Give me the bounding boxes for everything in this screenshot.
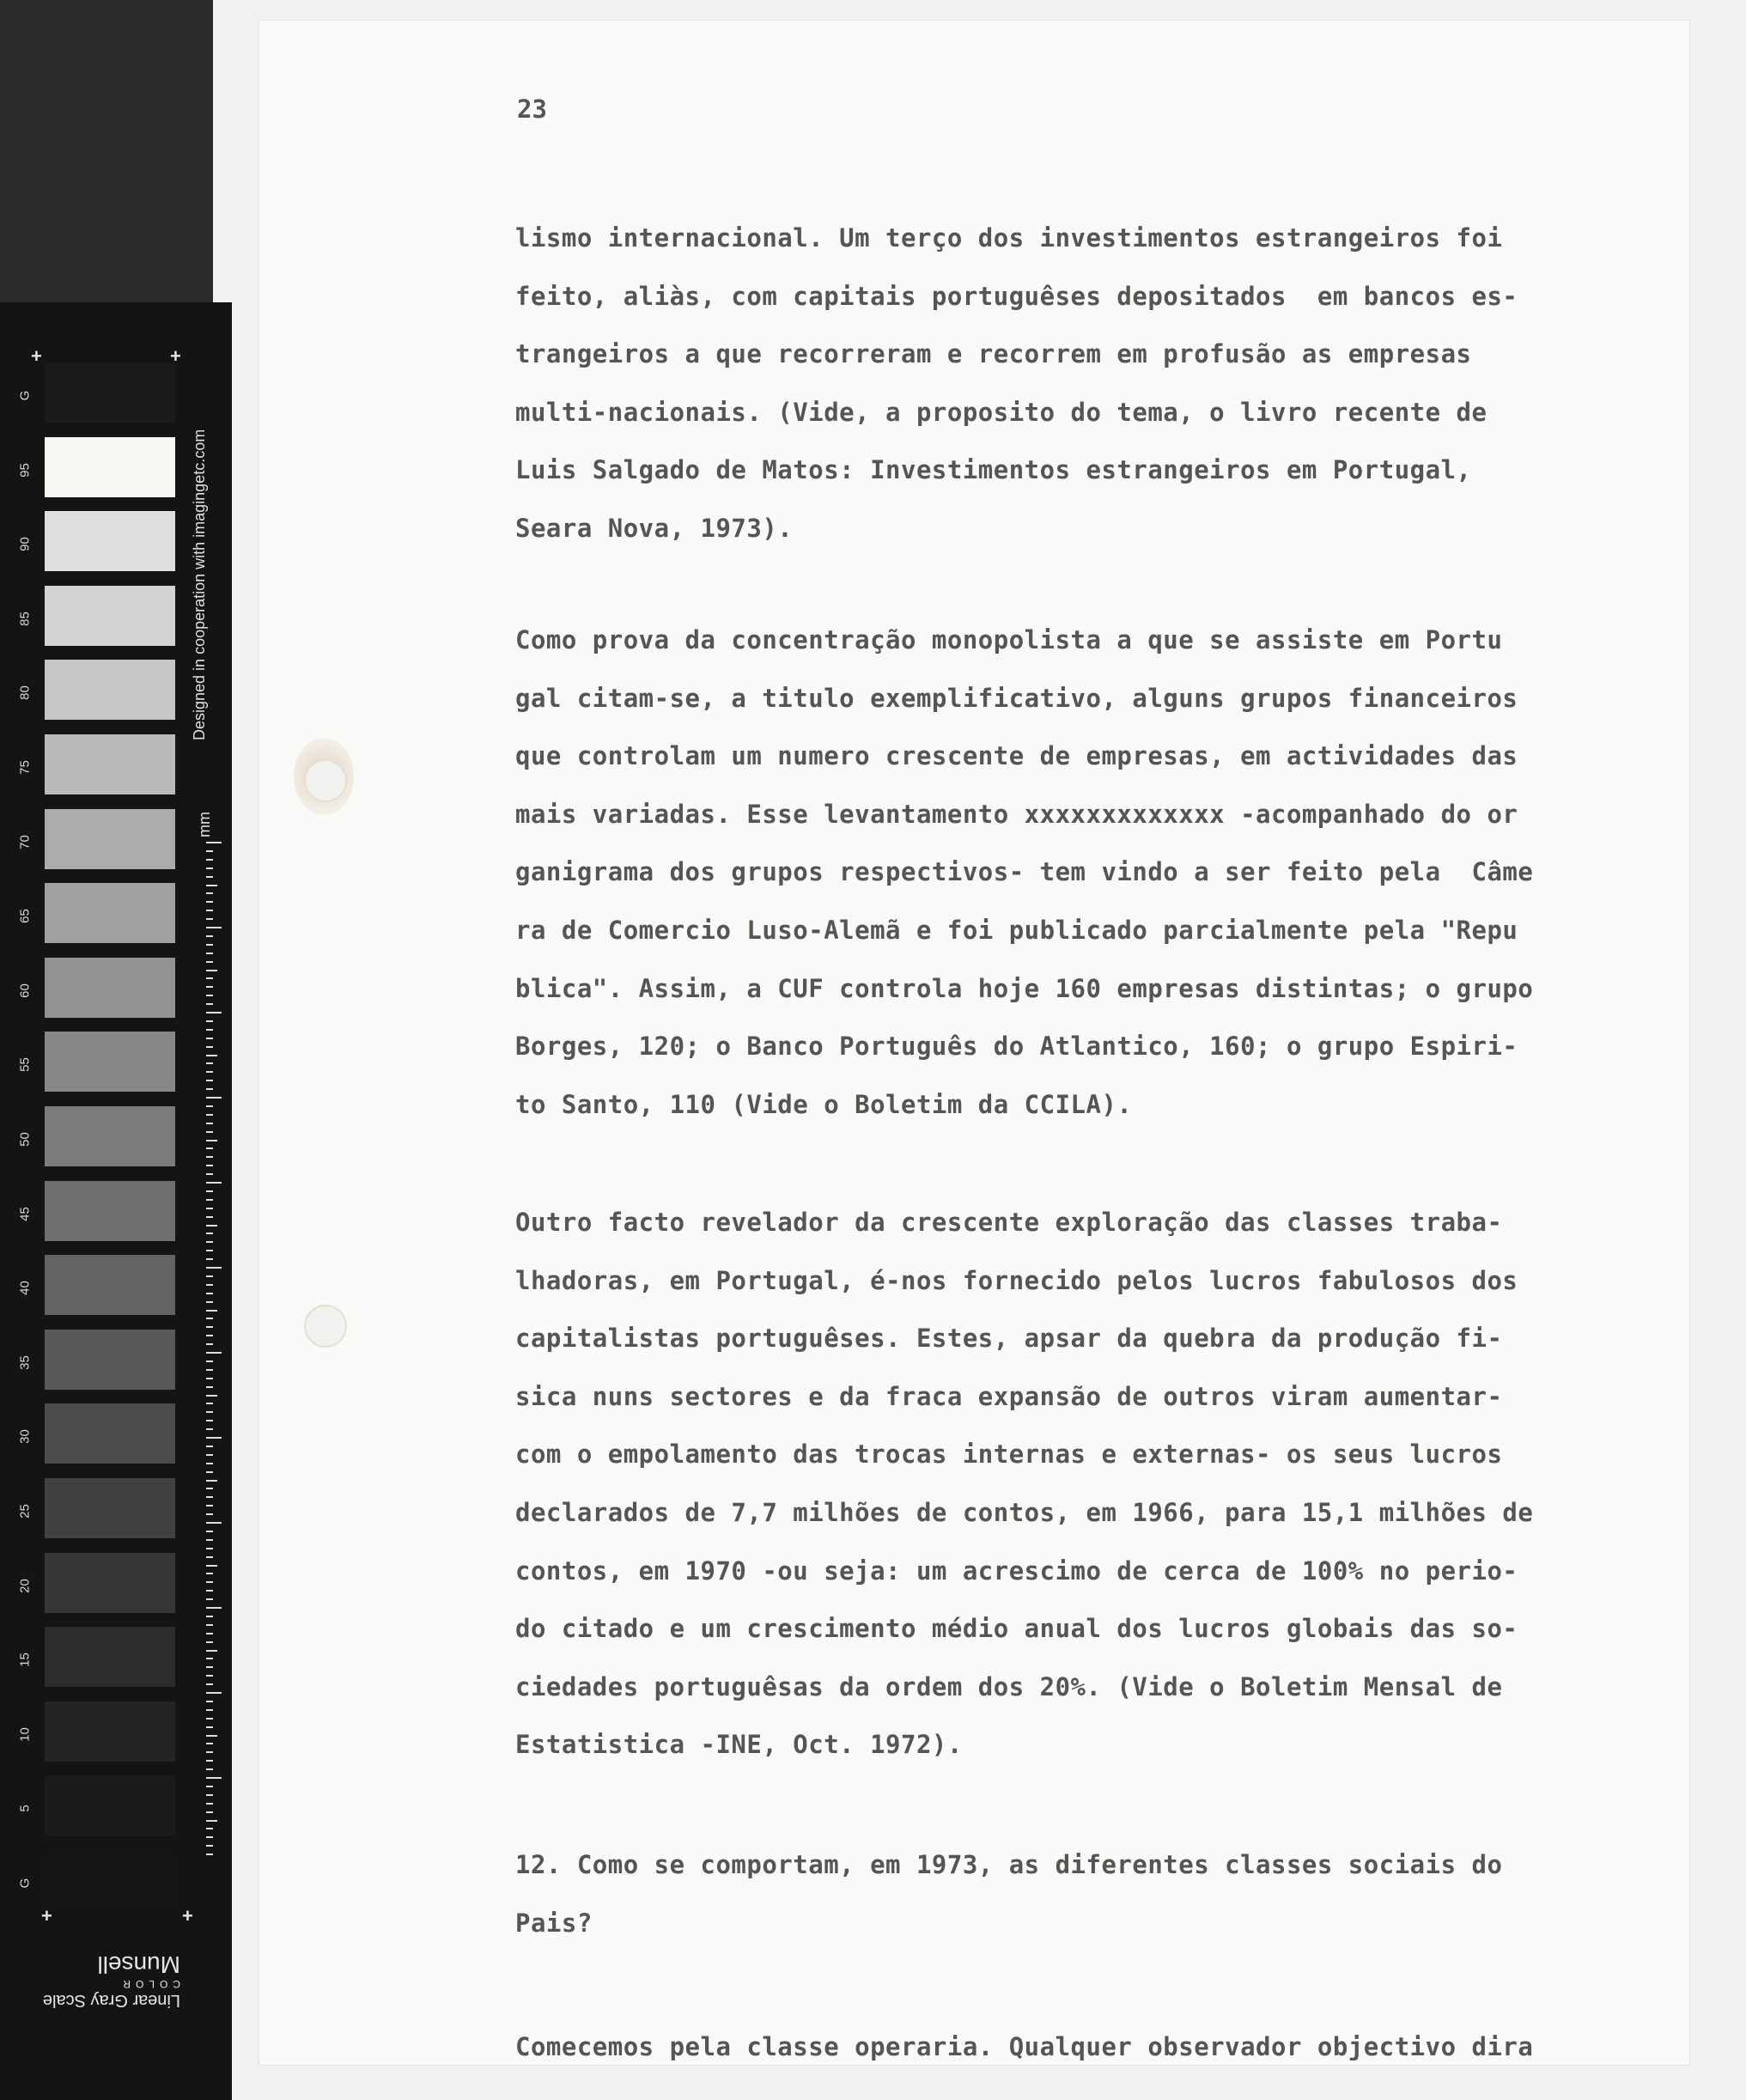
ruler-tick <box>206 885 217 886</box>
scale-mark: 10 <box>17 1726 33 1742</box>
scale-mark: 5 <box>17 1805 33 1813</box>
text-line: Estatistica -INE, Oct. 1972). <box>515 1730 963 1760</box>
text-line: 12. Como se comportam, em 1973, as diferentes classes sociais do <box>515 1850 1503 1879</box>
ruler-tick <box>206 1208 213 1209</box>
text-line: Comecemos pela classe operaria. Qualquer observador objectivo dira <box>515 2032 1534 2061</box>
ruler-tick <box>206 1293 213 1294</box>
text-line: Luis Salgado de Matos: Investimentos estrangeiros em Portugal, <box>515 455 1472 485</box>
ruler-tick <box>206 970 217 971</box>
ruler-tick <box>206 1624 213 1626</box>
registration-mark: + <box>41 1905 52 1927</box>
ruler-tick <box>206 1701 213 1702</box>
ruler-tick <box>206 1573 213 1574</box>
gray-patch <box>45 883 175 943</box>
ruler-tick <box>206 1080 213 1081</box>
ruler-tick <box>206 1828 213 1829</box>
ruler-tick <box>206 859 213 861</box>
ruler-tick <box>206 1284 213 1286</box>
ruler-tick <box>206 1616 213 1617</box>
ruler-tick <box>206 977 213 979</box>
ruler-tick <box>206 1428 213 1430</box>
ruler-tick <box>206 1029 213 1031</box>
ruler-tick <box>206 1735 217 1737</box>
ruler-tick <box>206 1463 213 1464</box>
text-line: que controlam um numero crescente de empresas, em actividades das <box>515 741 1518 771</box>
ruler-tick <box>206 1352 222 1354</box>
scale-mark: 15 <box>17 1653 33 1668</box>
text-line: trangeiros a que recorreram e recorrem em profusão as empresas <box>515 339 1472 369</box>
ruler-tick <box>206 1241 213 1243</box>
ruler-tick <box>206 1718 213 1720</box>
registration-mark: + <box>170 345 181 367</box>
ruler-tick <box>206 1318 213 1319</box>
text-line: ra de Comercio Luso-Alemã e foi publicado parcialmente pela "Repu <box>515 916 1518 945</box>
ruler-tick <box>206 1607 222 1609</box>
ruler-tick <box>206 1845 213 1847</box>
ruler-tick <box>206 850 213 852</box>
gray-patch <box>45 1627 175 1687</box>
ruler-tick <box>206 1335 213 1336</box>
ruler-tick <box>206 1454 213 1456</box>
ruler-tick <box>206 1003 213 1005</box>
ruler-tick <box>206 935 213 937</box>
ruler-tick <box>206 1165 213 1166</box>
ruler-tick <box>206 1565 217 1567</box>
ruler-tick <box>206 1062 213 1064</box>
ruler-tick <box>206 1071 213 1073</box>
gray-patch <box>45 1032 175 1092</box>
ruler-tick <box>206 1258 213 1260</box>
text-line: Outro facto revelador da crescente exploração das classes traba- <box>515 1208 1503 1237</box>
ruler-tick <box>206 1692 222 1694</box>
ruler-tick <box>206 1123 213 1124</box>
ruler-tick <box>206 1395 217 1397</box>
ruler-tick <box>206 910 213 911</box>
text-line: contos, em 1970 -ou seja: um acrescimo de cerca de 100% no perio- <box>515 1555 1518 1586</box>
ruler-tick <box>206 1726 213 1728</box>
scale-mark: 55 <box>17 1057 33 1073</box>
gray-patch <box>45 1181 175 1241</box>
ruler-tick <box>206 1786 213 1787</box>
ruler-tick <box>206 1131 213 1133</box>
gray-patch <box>45 1403 175 1464</box>
ruler-tick <box>206 1513 213 1515</box>
ruler-tick <box>206 1768 213 1770</box>
ruler-tick <box>206 1378 213 1379</box>
scale-mark: 75 <box>17 760 33 775</box>
ruler-tick <box>206 1803 213 1805</box>
text-line: feito, aliàs, com capitais portuguêses depositados em bancos es- <box>515 281 1518 311</box>
text-line: ganigrama dos grupos respectivos- tem vindo a ser feito pela Câme <box>515 857 1534 887</box>
ruler-tick <box>206 1539 213 1541</box>
text-line: lhadoras, em Portugal, é-nos fornecido pelos lucros fabulosos dos <box>515 1265 1518 1295</box>
scale-mark: 35 <box>17 1354 33 1370</box>
gray-patch <box>45 1850 175 1910</box>
text-line: blica". Assim, a CUF controla hoje 160 empresas distintas; o grupo <box>515 973 1534 1003</box>
ruler-tick <box>206 1105 213 1107</box>
text-line: Borges, 120; o Banco Português do Atlantico, 160; o grupo Espiri- <box>515 1032 1518 1062</box>
ruler-tick <box>206 1088 213 1090</box>
card-title: Linear Gray Scale <box>42 1991 180 2010</box>
ruler-tick <box>206 1531 213 1532</box>
scale-mark: 45 <box>17 1206 33 1221</box>
text-line: do citado e um crescimento médio anual dos lucros globais das so- <box>515 1614 1518 1644</box>
ruler-tick <box>206 876 213 878</box>
text-line: mais variadas. Esse levantamento xxxxxxxxxxxxx -acompanhado do or <box>515 799 1518 829</box>
ruler-tick <box>206 1225 217 1227</box>
ruler-tick <box>206 901 213 903</box>
ruler-tick <box>206 1343 213 1345</box>
ruler-tick <box>206 1836 213 1838</box>
ruler-tick <box>206 1556 213 1558</box>
ruler-tick <box>206 892 213 894</box>
ruler-tick <box>206 1794 213 1796</box>
registration-mark: + <box>31 345 42 367</box>
ruler-tick <box>206 1683 213 1685</box>
gray-patch <box>45 1553 175 1613</box>
text-line: declarados de 7,7 milhões de contos, em 1966, para 15,1 milhões de <box>515 1498 1534 1527</box>
ruler-tick <box>206 1301 213 1303</box>
ruler-tick <box>206 1480 217 1482</box>
scale-mark: 40 <box>17 1281 33 1296</box>
ruler-tick <box>206 1446 213 1447</box>
ruler-tick <box>206 1488 213 1489</box>
ruler-tick <box>206 1369 213 1371</box>
unit-label: mm <box>196 812 213 837</box>
ruler-tick <box>206 1437 222 1439</box>
ruler-tick <box>206 1038 213 1039</box>
scale-mark: 60 <box>17 983 33 998</box>
ruler-tick <box>206 1751 213 1753</box>
scale-mark: 95 <box>17 462 33 478</box>
text-line: ciedades portuguêsas da ordem dos 20%. (Vide o Boletim Mensal de <box>515 1671 1503 1701</box>
gray-patch <box>45 1330 175 1390</box>
punch-hole <box>304 759 347 802</box>
scale-mark: 80 <box>17 685 33 701</box>
ruler-tick <box>206 1641 213 1643</box>
gray-patch <box>45 809 175 869</box>
ruler-tick <box>206 1216 213 1218</box>
gray-patch <box>45 1701 175 1762</box>
gray-patch <box>45 437 175 497</box>
scale-mark: 85 <box>17 611 33 626</box>
scale-mark: 30 <box>17 1429 33 1445</box>
ruler-tick <box>206 1326 213 1328</box>
ruler-tick <box>206 1496 213 1498</box>
ruler-tick <box>206 1020 213 1022</box>
document-page <box>259 21 1689 2065</box>
text-line: sica nuns sectores e da fraca expansão de outros viram aumentar- <box>515 1381 1503 1411</box>
ruler-tick <box>206 1650 217 1652</box>
gray-patch <box>45 734 175 794</box>
ruler-tick <box>206 1675 213 1677</box>
ruler-tick <box>206 927 222 928</box>
ruler-tick <box>206 842 222 843</box>
ruler-tick <box>206 1386 213 1388</box>
ruler-tick <box>206 995 213 996</box>
mm-ruler <box>206 842 223 1864</box>
ruler-tick <box>206 1360 213 1362</box>
ruler-tick <box>206 1173 213 1175</box>
ruler-tick <box>206 1420 213 1421</box>
page-number: 23 <box>517 94 547 124</box>
ruler-tick <box>206 1760 213 1762</box>
ruler-tick <box>206 1709 213 1711</box>
ruler-tick <box>206 1147 213 1149</box>
gray-scale-card <box>0 0 213 2100</box>
gray-patch <box>45 586 175 646</box>
gray-patch <box>45 958 175 1018</box>
ruler-tick <box>206 961 213 963</box>
scale-mark: 90 <box>17 537 33 552</box>
ruler-tick <box>206 1097 222 1099</box>
ruler-tick <box>206 1811 213 1813</box>
ruler-tick <box>206 1250 213 1251</box>
gray-patch <box>45 511 175 571</box>
text-line: to Santo, 110 (Vide o Boletim da CCILA). <box>515 1089 1133 1119</box>
text-line: Seara Nova, 1973). <box>515 514 794 543</box>
munsell-logo <box>34 1950 180 2010</box>
ruler-tick <box>206 1666 213 1668</box>
ruler-tick <box>206 944 213 946</box>
ruler-tick <box>206 1743 213 1744</box>
ruler-tick <box>206 867 213 869</box>
ruler-tick <box>206 1114 213 1116</box>
gray-patch <box>45 1775 175 1835</box>
text-line: com o empolamento das trocas internas e externas- os seus lucros <box>515 1440 1503 1470</box>
ruler-tick <box>206 1233 213 1234</box>
text-line: gal citam-se, a titulo exemplificativo, alguns grupos financeiros <box>515 683 1518 713</box>
ruler-tick <box>206 1310 217 1312</box>
card-top-panel <box>0 0 213 302</box>
ruler-tick <box>206 1505 213 1507</box>
ruler-tick <box>206 1853 213 1855</box>
gray-patch <box>45 660 175 720</box>
ruler-tick <box>206 953 213 954</box>
scale-mark: G <box>17 390 33 401</box>
ruler-tick <box>206 1411 213 1413</box>
ruler-tick <box>206 1471 213 1473</box>
gray-patch <box>45 1255 175 1315</box>
scale-mark: 50 <box>17 1132 33 1147</box>
ruler-tick <box>206 986 213 988</box>
ruler-tick <box>206 1598 213 1600</box>
registration-mark: + <box>182 1905 193 1927</box>
gray-patch <box>45 1106 175 1166</box>
ruler-tick <box>206 1590 213 1592</box>
text-line: Pais? <box>515 1908 593 1938</box>
text-line: capitalistas portuguêses. Estes, apsar da quebra da produção fi- <box>515 1324 1503 1354</box>
ruler-tick <box>206 1190 213 1192</box>
ruler-tick <box>206 918 213 920</box>
gray-patch <box>45 362 175 423</box>
scale-mark: 65 <box>17 909 33 924</box>
scale-mark: 70 <box>17 834 33 849</box>
punch-hole <box>304 1305 347 1348</box>
ruler-tick <box>206 1046 213 1048</box>
brand-top: COLOR <box>118 1978 180 1990</box>
scale-mark: G <box>17 1878 33 1889</box>
ruler-tick <box>206 1658 213 1659</box>
ruler-tick <box>206 1156 213 1158</box>
ruler-tick <box>206 1140 217 1141</box>
ruler-tick <box>206 1633 213 1634</box>
scale-mark: 25 <box>17 1504 33 1519</box>
ruler-tick <box>206 1522 222 1524</box>
ruler-tick <box>206 1055 217 1056</box>
text-line: multi-nacionais. (Vide, a proposito do tema, o livro recente de <box>515 397 1487 427</box>
brand-name: Munsell <box>97 1951 180 1978</box>
gray-patch <box>45 1478 175 1538</box>
ruler-tick <box>206 1267 222 1269</box>
ruler-tick <box>206 1275 213 1277</box>
ruler-tick <box>206 1820 217 1822</box>
ruler-tick <box>206 1777 222 1779</box>
ruler-tick <box>206 1012 222 1013</box>
ruler-tick <box>206 1199 213 1201</box>
ruler-tick <box>206 1581 213 1583</box>
ruler-tick <box>206 1403 213 1404</box>
scale-mark: 20 <box>17 1578 33 1593</box>
ruler-tick <box>206 1548 213 1549</box>
ruler-tick <box>206 1182 222 1184</box>
text-line: Como prova da concentração monopolista a que se assiste em Portu <box>515 625 1503 654</box>
text-line: lismo internacional. Um terço dos investimentos estrangeiros foi <box>515 223 1503 253</box>
cooperation-text: Designed in cooperation with imagingetc.com <box>191 429 208 740</box>
